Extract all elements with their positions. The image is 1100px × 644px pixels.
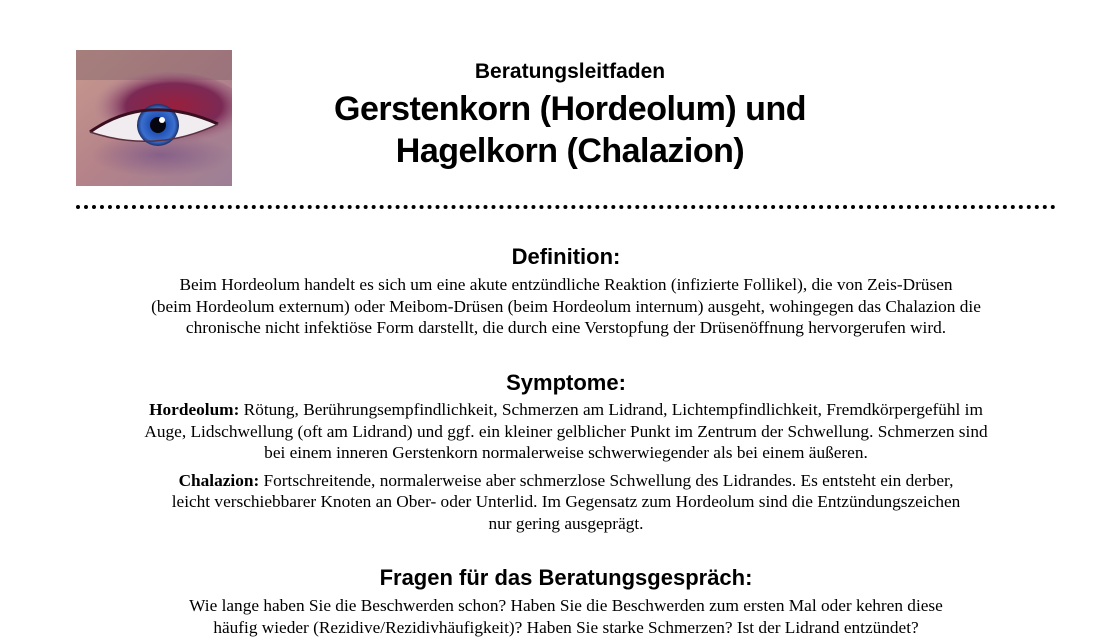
dotted-divider xyxy=(76,205,1056,209)
definition-line: chronische nicht infektiöse Form darstellt, die durch eine Verstopfung der Drüsenöffnung hervorgerufen wird. xyxy=(185,318,947,337)
questions-text xyxy=(76,595,1056,638)
questions-heading: Fragen für das Beratungsgespräch: xyxy=(379,565,753,590)
title-line-2: Hagelkorn (Chalazion) xyxy=(395,132,745,170)
definition-line: Beim Hordeolum handelt es sich um eine akute entzündliche Reaktion (infizierte Follikel), die von Zeis-Drüsen xyxy=(179,275,953,294)
eye-photo xyxy=(76,50,232,186)
document-header xyxy=(250,58,890,172)
hordeolum-line: bei einem inneren Gerstenkorn normalerweise schwerwiegender als bei einem äußeren. xyxy=(264,443,868,462)
chalazion-label: Chalazion: xyxy=(178,470,260,490)
symptoms-section xyxy=(76,369,1056,534)
hordeolum-label: Hordeolum: xyxy=(149,400,240,419)
hordeolum-line: Rötung, Berührungsempfindlichkeit, Schmerzen am Lidrand, Lichtempfindlichkeit, Fremdkörpergefühl im xyxy=(239,400,983,419)
questions-section xyxy=(76,564,1056,638)
questions-line: Wie lange haben Sie die Beschwerden schon? Haben Sie die Beschwerden zum ersten Mal oder kehren diese xyxy=(189,596,943,615)
chalazion-line: leicht verschiebbarer Knoten an Ober- oder Unterlid. Im Gegensatz zum Hordeolum sind die Entzündungszeichen xyxy=(171,492,961,511)
title-line-1: Gerstenkorn (Hordeolum) und xyxy=(334,90,806,128)
definition-text xyxy=(76,274,1056,339)
document-kicker: Beratungsleitfaden xyxy=(474,60,666,83)
hordeolum-paragraph xyxy=(76,399,1056,464)
questions-line: häufig wieder (Rezidive/Rezidivhäufigkeit)? Haben Sie starke Schmerzen? Ist der Lidrand entzündet? xyxy=(213,617,919,637)
symptoms-heading: Symptome: xyxy=(506,370,626,395)
chalazion-line: Fortschreitende, normalerweise aber schmerzlose Schwellung des Lidrandes. Es entsteht ein derber, xyxy=(259,470,954,490)
hordeolum-line: Auge, Lidschwellung (oft am Lidrand) und ggf. ein kleiner gelblicher Punkt im Zentrum der Schwellung. Schmerzen sind xyxy=(144,421,988,441)
chalazion-line: nur gering ausgeprägt. xyxy=(488,513,644,533)
definition-section xyxy=(76,243,1056,339)
definition-heading: Definition: xyxy=(511,244,621,269)
definition-line: (beim Hordeolum externum) oder Meibom-Drüsen (beim Hordeolum internum) ausgeht, wohingegen das Chalazion die xyxy=(151,296,981,316)
chalazion-paragraph xyxy=(76,470,1056,535)
document-title xyxy=(250,88,890,172)
